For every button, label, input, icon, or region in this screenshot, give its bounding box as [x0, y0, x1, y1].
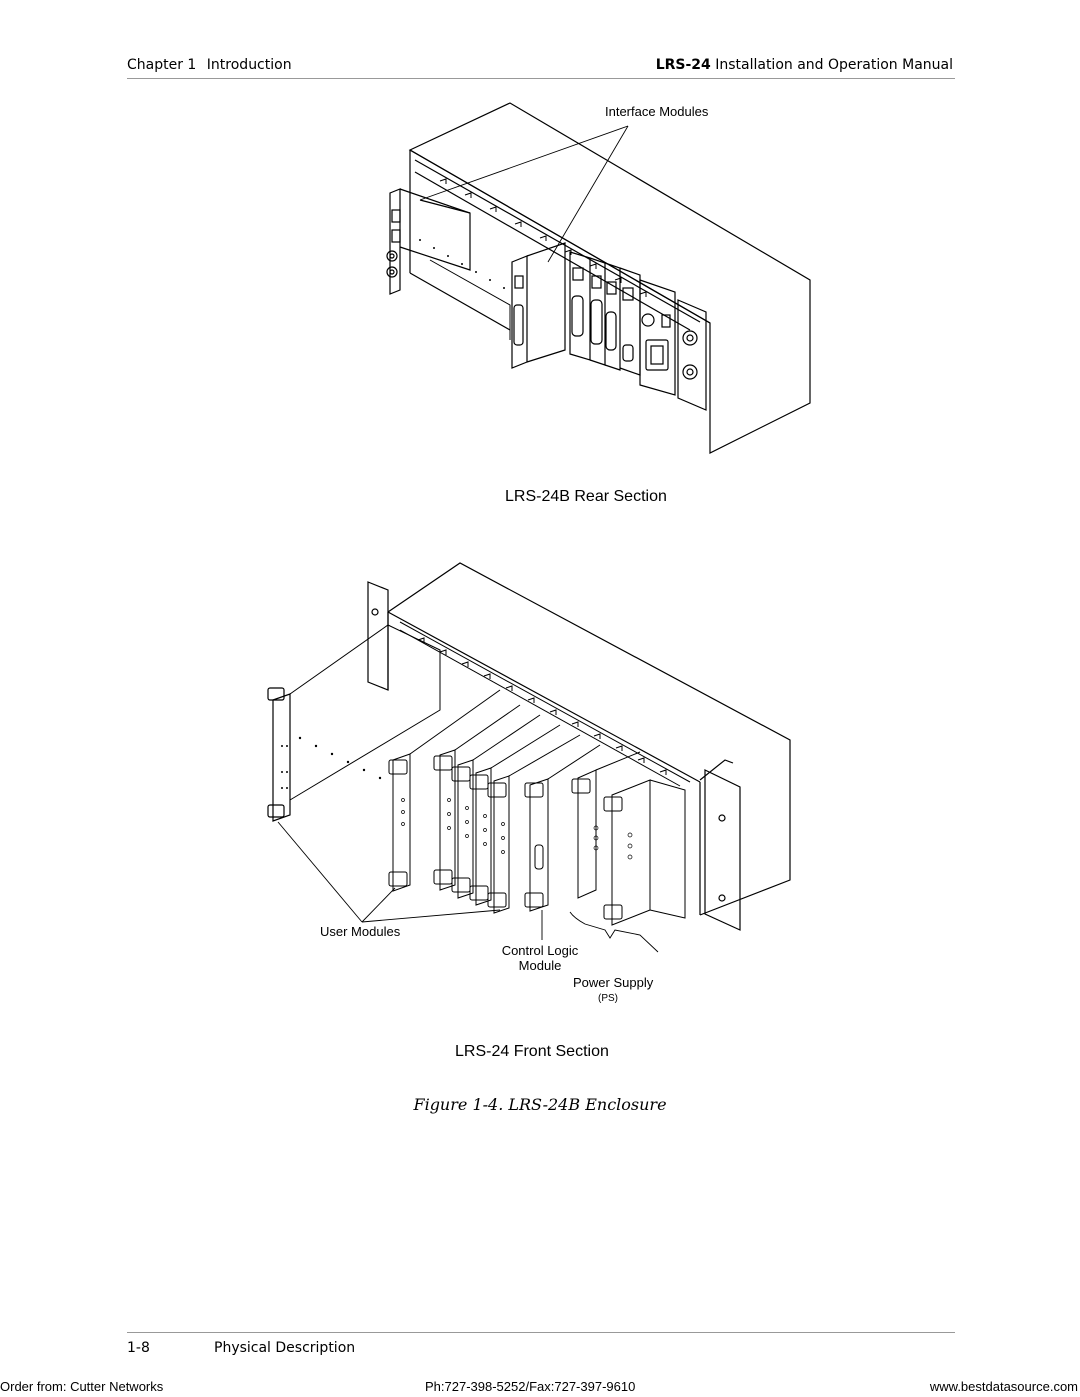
footer-rule: [127, 1332, 955, 1333]
rear-section-caption: LRS-24B Rear Section: [505, 488, 667, 505]
manual-title: Installation and Operation Manual: [715, 57, 953, 73]
front-chassis-drawing: [268, 563, 790, 952]
figure-caption: Figure 1-4. LRS-24B Enclosure: [413, 1095, 667, 1114]
front-caption-product: LRS-24: [455, 1043, 510, 1060]
chapter-label: Chapter 1: [127, 57, 197, 73]
product-name: LRS-24: [655, 57, 711, 73]
page-number: 1-8: [127, 1340, 150, 1356]
footer-section-title: Physical Description: [214, 1340, 356, 1356]
user-modules-callout: User Modules: [320, 924, 401, 939]
phone-fax-text: Ph:727-398-5252/Fax:727-397-9610: [425, 1379, 636, 1394]
ps-abbreviation: (PS): [598, 993, 618, 1004]
interface-modules-callout: Interface Modules: [605, 104, 709, 119]
control-logic-line1: Control Logic: [501, 943, 579, 958]
order-from-text: Order from: Cutter Networks: [0, 1379, 164, 1394]
section-label: Introduction: [206, 57, 292, 73]
control-logic-callout: [495, 943, 585, 973]
website-link[interactable]: www.bestdatasource.com: [929, 1379, 1078, 1394]
rear-chassis-drawing: [387, 103, 810, 453]
power-supply-callout: Power Supply: [573, 975, 654, 990]
front-section-caption: [455, 1043, 609, 1061]
front-caption-rest: Front Section: [513, 1043, 609, 1060]
control-logic-line2: Module: [518, 958, 562, 973]
